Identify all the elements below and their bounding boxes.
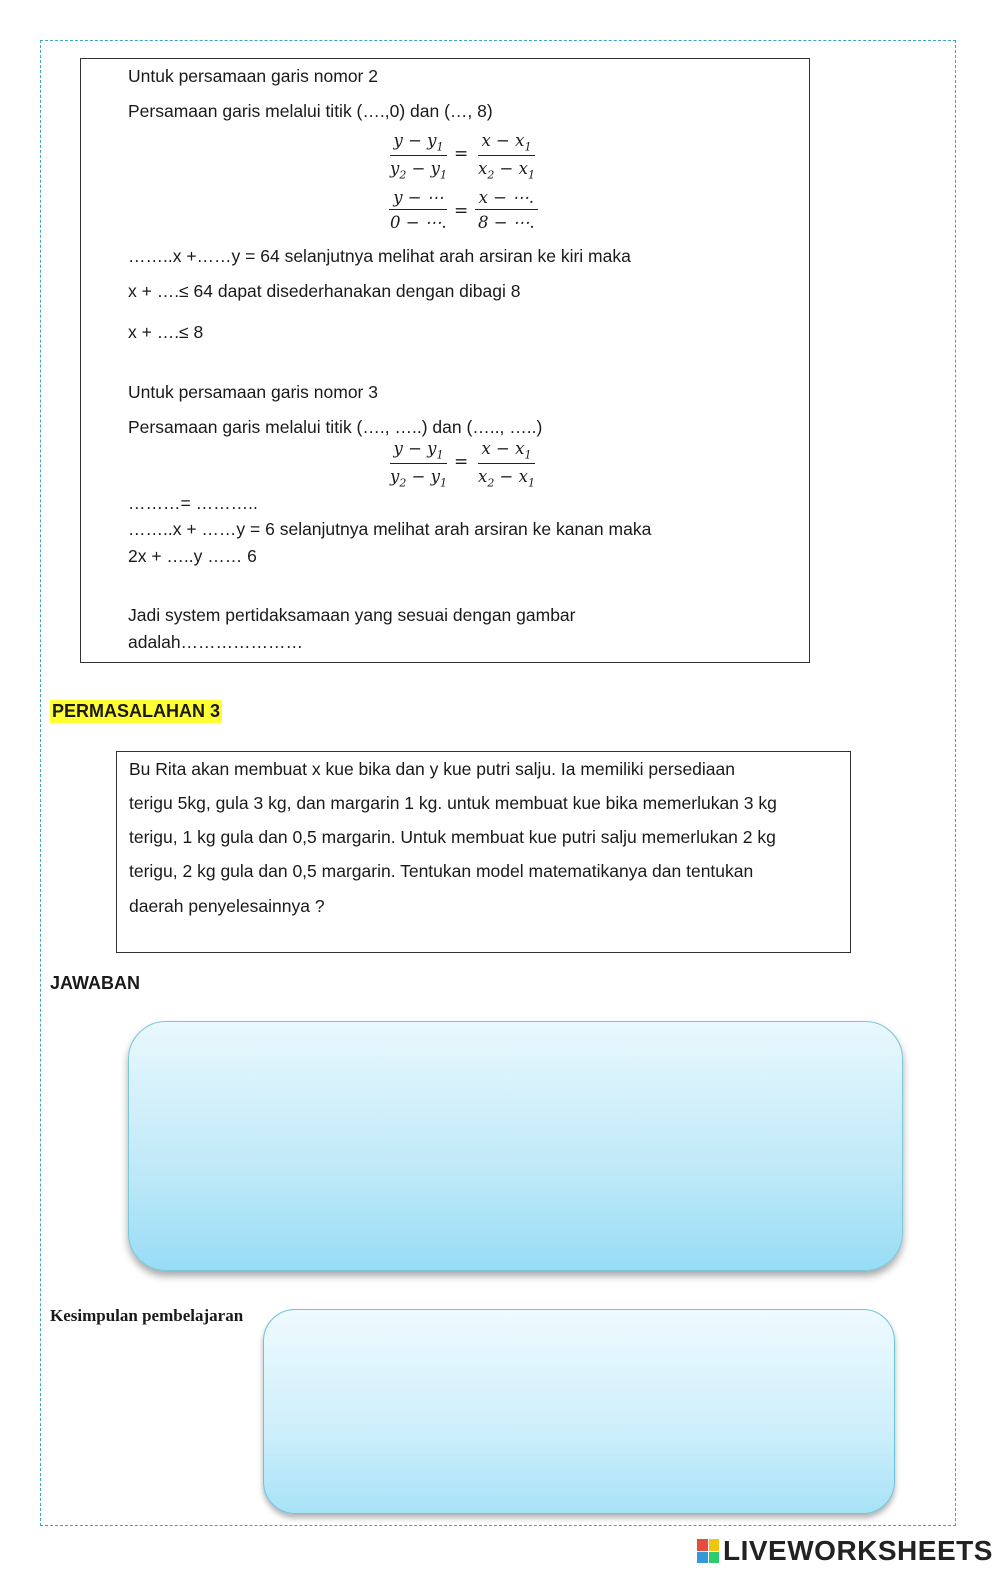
section3-conclusion-b: adalah………………… [128, 632, 304, 652]
problem3-line: Bu Rita akan membuat x kue bika dan y kue putri salju. Ia memiliki persediaan [129, 759, 735, 779]
problem3-line: terigu, 2 kg gula dan 0,5 margarin. Tentukan model matematikanya dan tentukan [129, 861, 754, 881]
formula3-left-fraction: $\frac{y - y_1}{y_2 - y_1}$ [390, 439, 447, 490]
section2-title: Untuk persamaan garis nomor 2 [128, 66, 378, 86]
formula3-equals: = [454, 452, 469, 472]
filled2-equals: = [454, 201, 469, 221]
problem3-line: daerah penyelesainnya ? [129, 896, 325, 916]
answer-heading: JAWABAN [50, 973, 141, 993]
formula2-equals: = [454, 144, 469, 164]
problem3-line: terigu, 1 kg gula dan 0,5 margarin. Untuk membuat kue putri salju memerlukan 2 kg [129, 827, 776, 847]
liveworksheets-logo-icon [697, 1539, 719, 1563]
brand-name: LIVEWORKSHEETS [723, 1535, 993, 1566]
section2-points: Persamaan garis melalui titik (….,0) dan (…, 8) [128, 101, 493, 121]
formula2-right-fraction: $\frac{x - x_1}{x_2 - x_1}$ [478, 131, 535, 182]
summary-label: Kesimpulan pembelajaran [50, 1306, 244, 1325]
section3-line1: ……..x + ……y = 6 selanjutnya melihat arah arsiran ke kanan maka [128, 519, 652, 539]
section2-line1: ……..x +……y = 64 selanjutnya melihat arah arsiran ke kiri maka [128, 246, 631, 266]
section3-line0: ………= ……….. [128, 493, 258, 513]
section3-points: Persamaan garis melalui titik (…., …..) dan (….., …..) [128, 417, 543, 437]
problem3-heading: PERMASALAHAN 3 [52, 701, 221, 721]
formula2-left-fraction: $\frac{y - y_1}{y_2 - y_1}$ [390, 131, 447, 182]
section2-line3: x + ….≤ 8 [128, 322, 204, 342]
filled2-left-fraction: $\frac{y - \cdots}{0 - \cdots.}$ [390, 188, 447, 232]
section3-title: Untuk persamaan garis nomor 3 [128, 382, 378, 402]
section2-line2: x + ….≤ 64 dapat disederhanakan dengan dibagi 8 [128, 281, 521, 301]
filled2-right-fraction: $\frac{x - \cdots.}{8 - \cdots.}$ [474, 188, 539, 232]
summary-input-box[interactable] [263, 1309, 895, 1514]
answer-input-box[interactable] [128, 1021, 903, 1271]
liveworksheets-brand [697, 1535, 993, 1567]
section3-conclusion-a: Jadi system pertidaksamaan yang sesuai dengan gambar [128, 605, 576, 625]
section3-line2: 2x + …..y …… 6 [128, 546, 257, 566]
problem3-line: terigu 5kg, gula 3 kg, dan margarin 1 kg. untuk membuat kue bika memerlukan 3 kg [129, 793, 777, 813]
formula3-right-fraction: $\frac{x - x_1}{x_2 - x_1}$ [478, 439, 535, 490]
problem3-box [116, 751, 851, 953]
